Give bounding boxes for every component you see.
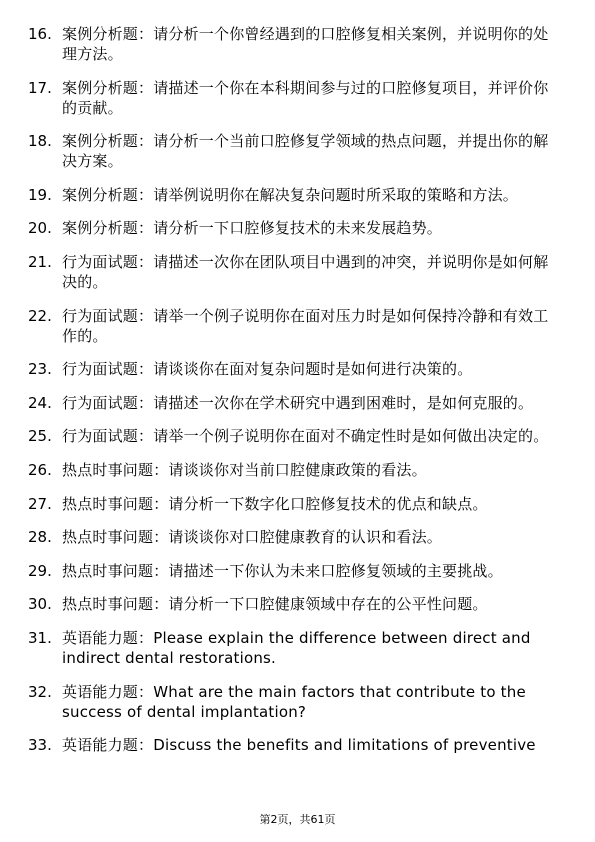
question-text: 热点时事问题：请谈谈你对当前口腔健康政策的看法。 xyxy=(62,460,427,479)
question-number: 16. xyxy=(28,25,52,43)
question-number: 28. xyxy=(28,528,52,547)
question-item xyxy=(28,527,558,547)
question-number: 24. xyxy=(28,393,52,412)
question-number: 26. xyxy=(28,460,52,479)
question-number: 32. xyxy=(28,682,52,701)
question-number: 27. xyxy=(28,494,52,513)
question-number: 30. xyxy=(28,595,52,614)
question-item xyxy=(28,393,558,413)
question-item xyxy=(28,218,558,238)
question-text: 案例分析题：请描述一个你在本科期间参与过的口腔修复项目，并评价你的贡献。 xyxy=(62,78,549,117)
question-text: 英语能力题：What are the main factors that contribute to the success of dental implantation? xyxy=(62,682,526,721)
question-text: 行为面试题：请谈谈你在面对复杂问题时是如何进行决策的。 xyxy=(62,360,473,379)
question-list xyxy=(28,24,558,769)
question-text: 案例分析题：请分析一个当前口腔修复学领域的热点问题，并提出你的解决方案。 xyxy=(62,132,549,171)
question-item xyxy=(28,359,558,379)
question-number: 22. xyxy=(28,306,52,325)
question-item xyxy=(28,460,558,480)
question-number: 18. xyxy=(28,132,52,151)
question-text: 热点时事问题：请分析一下口腔健康领域中存在的公平性问题。 xyxy=(62,595,488,614)
question-number: 31. xyxy=(28,628,52,647)
question-item xyxy=(28,682,558,722)
question-item xyxy=(28,306,558,346)
question-text: 热点时事问题：请谈谈你对口腔健康教育的认识和看法。 xyxy=(62,528,443,547)
question-text: 案例分析题：请举例说明你在解决复杂问题时所采取的策略和方法。 xyxy=(62,185,519,204)
question-number: 29. xyxy=(28,561,52,580)
question-item xyxy=(28,594,558,614)
question-text: 热点时事问题：请描述一下你认为未来口腔修复领域的主要挑战。 xyxy=(62,561,503,580)
question-item xyxy=(28,252,558,292)
question-item xyxy=(28,131,558,171)
page-number-label: 第2页，共61页 xyxy=(259,813,336,826)
question-item xyxy=(28,24,558,64)
question-text: 行为面试题：请举一个例子说明你在面对不确定性时是如何做出决定的。 xyxy=(62,427,549,446)
question-number: 33. xyxy=(28,736,52,755)
question-text: 热点时事问题：请分析一下数字化口腔修复技术的优点和缺点。 xyxy=(62,494,488,513)
question-number: 17. xyxy=(28,78,52,97)
question-item xyxy=(28,561,558,581)
question-text: 英语能力题：Discuss the benefits and limitations of preventive xyxy=(62,736,536,755)
question-number: 23. xyxy=(28,360,52,379)
question-text: 英语能力题：Please explain the difference between direct and indirect dental restorations. xyxy=(62,628,531,667)
question-text: 行为面试题：请描述一次你在学术研究中遇到困难时，是如何克服的。 xyxy=(62,393,534,412)
question-number: 19. xyxy=(28,185,52,204)
question-text: 案例分析题：请分析一个你曾经遇到的口腔修复相关案例，并说明你的处理方法。 xyxy=(62,25,549,63)
page-footer xyxy=(0,813,595,827)
question-number: 25. xyxy=(28,427,52,446)
question-number: 20. xyxy=(28,219,52,238)
question-number: 21. xyxy=(28,252,52,271)
question-text: 行为面试题：请描述一次你在团队项目中遇到的冲突，并说明你是如何解决的。 xyxy=(62,252,549,291)
question-item xyxy=(28,426,558,446)
question-item xyxy=(28,735,558,755)
question-item xyxy=(28,185,558,205)
question-text: 案例分析题：请分析一下口腔修复技术的未来发展趋势。 xyxy=(62,219,443,238)
question-item xyxy=(28,628,558,668)
question-item xyxy=(28,78,558,118)
question-item xyxy=(28,494,558,514)
question-text: 行为面试题：请举一个例子说明你在面对压力时是如何保持冷静和有效工作的。 xyxy=(62,306,549,345)
